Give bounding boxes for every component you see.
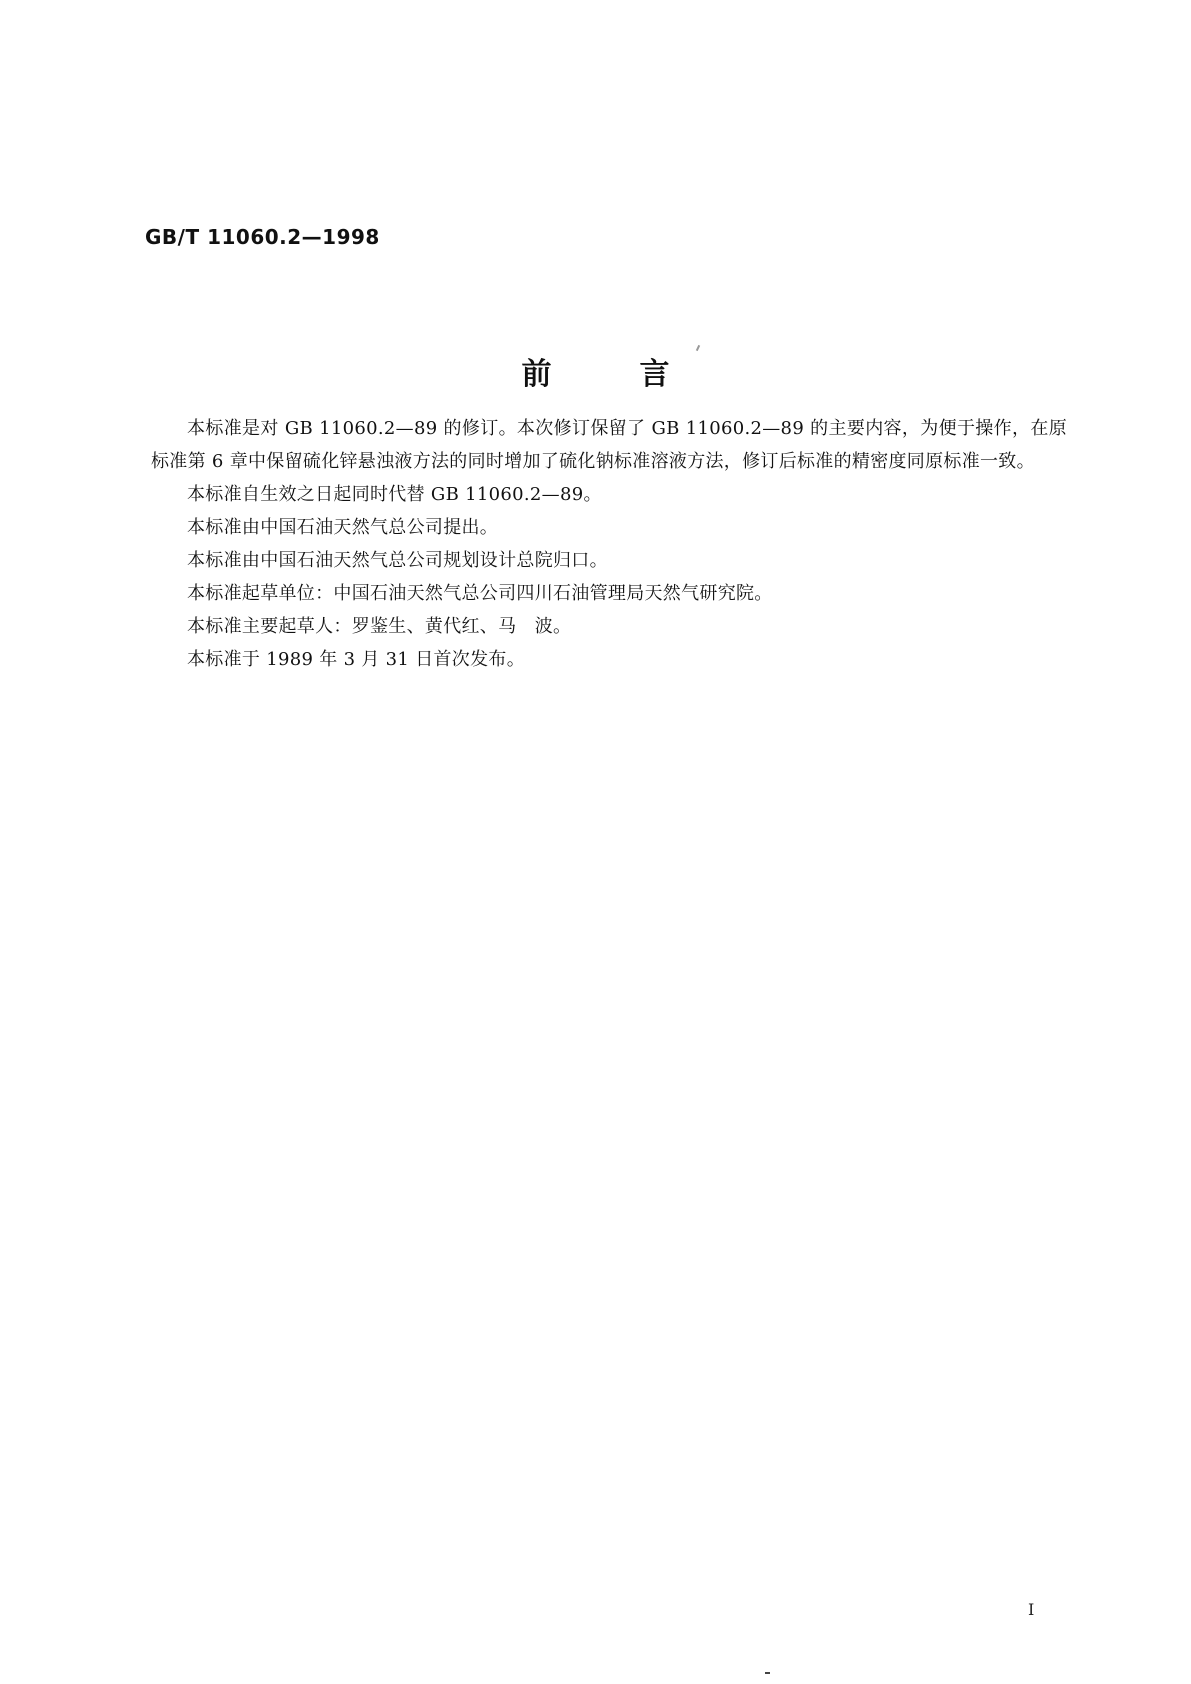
standard-number: GB/T 11060.2—1998 [145, 225, 380, 249]
scan-mark [765, 1672, 770, 1674]
paragraph: 本标准自生效之日起同时代替 GB 11060.2—89。 [187, 484, 602, 505]
foreword-body [151, 412, 1067, 676]
section-title [0, 349, 1191, 393]
paragraph: 本标准是对 GB 11060.2—89 的修订。本次修订保留了 GB 11060.2—89 的主要内容，为便于操作，在原标准第 6 章中保留硫化锌悬浊液方法的同时增加了硫化钠标准溶液方法，修订后标准的精密度同原标准一致。 [151, 418, 1067, 472]
paragraph: 本标准由中国石油天然气总公司规划设计总院归口。 [187, 550, 608, 571]
section-title-char: 前 [521, 357, 552, 392]
page-number: I [1028, 1600, 1035, 1619]
paragraph: 本标准由中国石油天然气总公司提出。 [187, 517, 499, 538]
paragraph: 本标准起草单位：中国石油天然气总公司四川石油管理局天然气研究院。 [187, 583, 773, 604]
paragraph: 本标准主要起草人：罗鉴生、黄代红、马 波。 [187, 616, 572, 637]
section-title-char: 言 [639, 357, 670, 392]
paragraph: 本标准于 1989 年 3 月 31 日首次发布。 [187, 649, 525, 670]
